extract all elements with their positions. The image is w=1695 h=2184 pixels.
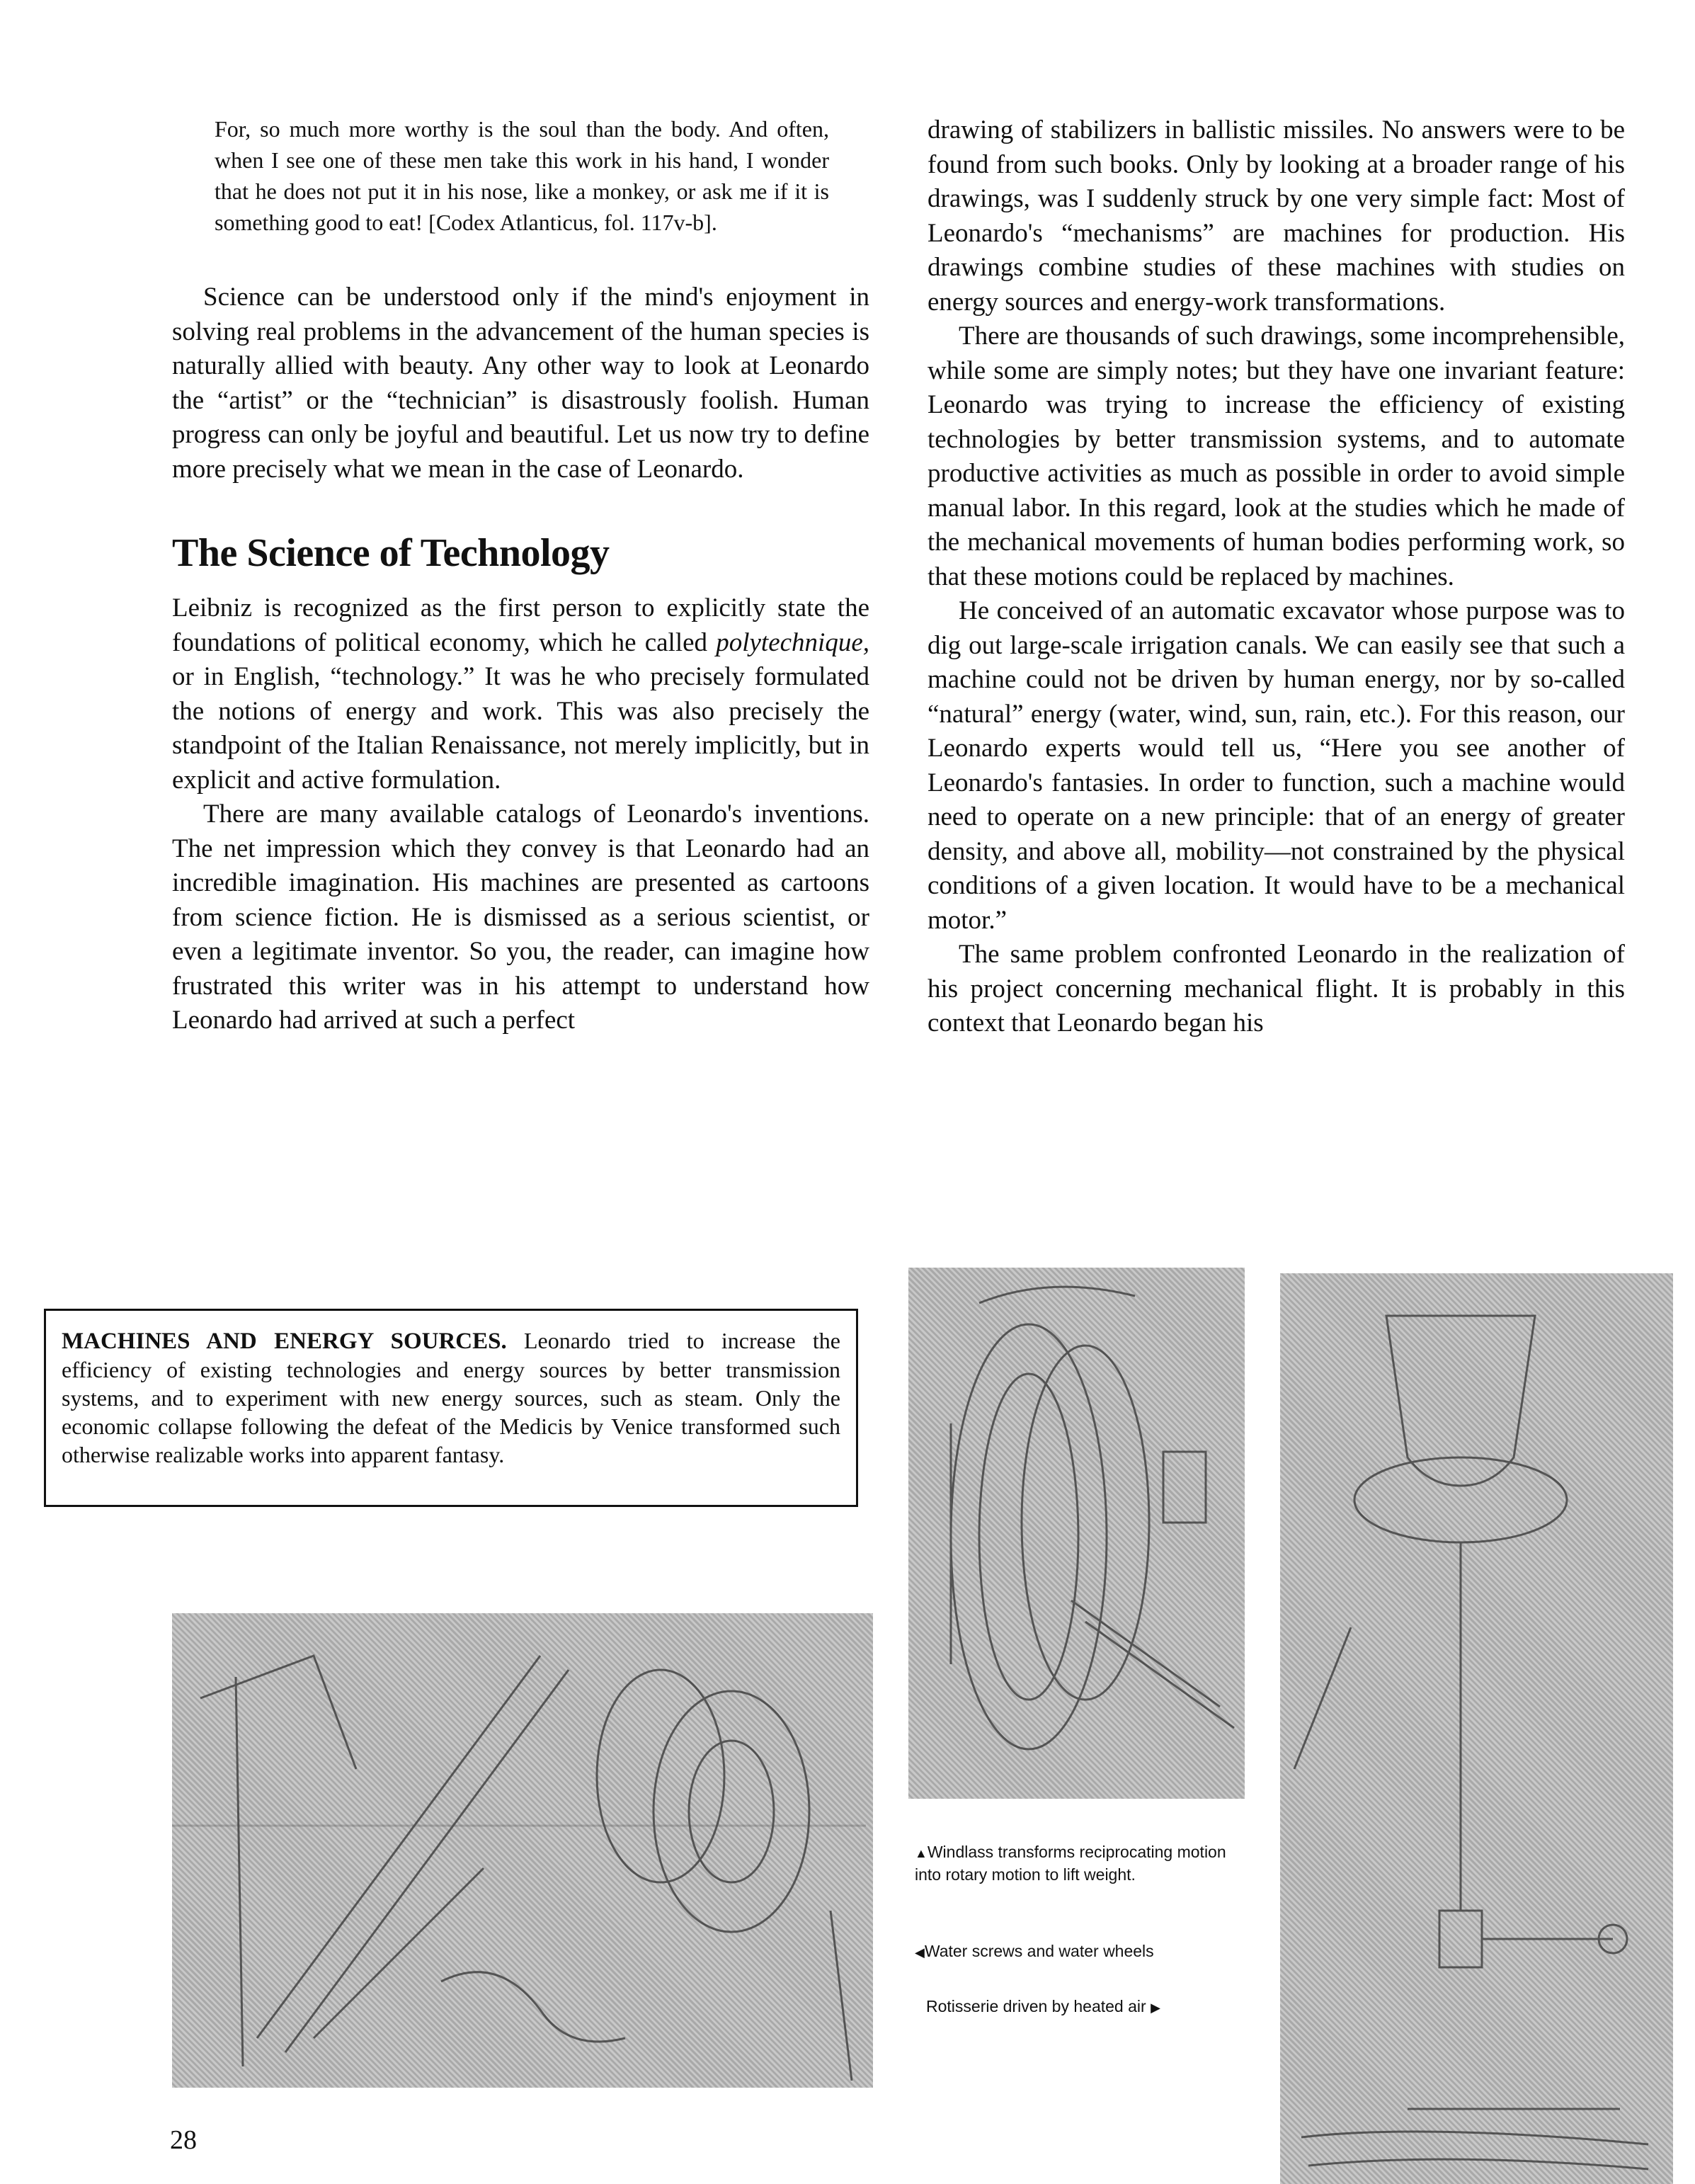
sketch-lines [1280, 1273, 1673, 2184]
quote-block: For, so much more worthy is the soul than the body. And often, when I see one of these men take this work in his hand, I wonder that he does not put it in his nose, like a monkey, or ask me if it is something good to eat! [Codex Atlanticus, fol. 117v-b]. [215, 116, 829, 235]
body-paragraph: He conceived of an automatic excavator whose purpose was to dig out large-scale irrigation canals. We can easily see that such a machine could not be driven by human energy, nor by so-called “natural” energy (water, wind, sun, rain, etc.). For this reason, our Leonardo experts would tell us, “Here you see another of Leonardo's fantasies. In order to function, such a machine would need to operate on a new principle: that of an energy of greater density, and above all, mobility—not constrained by the physical conditions of a given location. It would have to be a mechanical motor.” [928, 596, 1625, 935]
windlass-caption [915, 1841, 1248, 1885]
body-paragraph: There are many available catalogs of Leonardo's inventions. The net impression which they convey is that Leonardo had an incredible imagination. His machines are presented as cartoons from science fiction. He is dismissed as a serious scientist, or even a legitimate inventor. So you, the reader, can imagine how frustrated this writer was in his attempt to understand how Leonardo had arrived at such a perfect [172, 800, 869, 1035]
caption-text: Rotisserie driven by heated air [926, 1997, 1151, 2015]
caption-text: Windlass transforms reciprocating motion into rotary motion to lift weight. [915, 1843, 1226, 1884]
rotisserie-drawing [1280, 1273, 1673, 2184]
body-paragraph: Science can be understood only if the mind's enjoyment in solving real problems in the advancement of the human species is naturally allied with beauty. Any other way to look at Leonardo the “artist” or the “technician” is disastrously foolish. Human progress can only be joyful and beautiful. Let us now try to define more precisely what we mean in the case of Leonardo. [172, 283, 869, 484]
water-screws-drawing [172, 1613, 873, 2088]
body-paragraph: drawing of stabilizers in ballistic missiles. No answers were to be found from such books. Only by looking at a broader range of his drawings, was I suddenly struck by one very simple fact: Most of Leonardo's “mechanisms” are machines for production. His drawings combine studies of these machines with studies on energy sources and energy-work transformations. [928, 115, 1625, 317]
page-number: 28 [170, 2125, 197, 2155]
caption-text: Water screws and water wheels [924, 1942, 1154, 1960]
body-paragraph [172, 591, 869, 797]
right-triangle-icon: ▶ [1151, 2001, 1160, 2015]
body-paragraph: The same problem confronted Leonardo in the realization of his project concerning mechanical flight. It is probably in this context that Leonardo began his [928, 940, 1625, 1037]
section-heading: The Science of Technology [172, 531, 610, 575]
right-column [928, 113, 1625, 1041]
left-triangle-icon: ◀ [915, 1945, 925, 1960]
rotisserie-caption [926, 1996, 1259, 2018]
caption-lead: MACHINES AND ENERGY SOURCES. [62, 1329, 507, 1354]
body-paragraph: There are thousands of such drawings, some incomprehensible, while some are simply notes; but they have one invariant feature: Leonardo was trying to increase the efficiency of existing technologies by better transmission systems, and to automate productive activities as much as possible in order to avoid simple manual labor. In this regard, look at the studies which he made of the mechanical movements of human bodies performing work, so that these motions could be replaced by machines. [928, 322, 1625, 591]
text-run: or in English, “technology.” It was he who precisely formulated the notions of energy and work. This was also precisely the standpoint of the Italian Renaissance, not merely implicitly, but in explicit and active formulation. [172, 662, 869, 795]
sketch-lines [908, 1268, 1245, 1799]
text-run: Leibniz is recognized as the first person to explicitly state the foundations of political economy, which he called [172, 593, 869, 657]
caption-box [44, 1309, 858, 1507]
sketch-lines [172, 1613, 873, 2088]
water-caption [915, 1940, 1248, 1963]
windlass-drawing [908, 1268, 1245, 1799]
up-triangle-icon: ▲ [915, 1846, 928, 1860]
caption-text: Leonardo tried to increase the efficiency of existing technologies and energy sources by better transmission systems, and to experiment with new energy sources, such as steam. Only the economic collapse following the defeat of the Medicis by Venice transformed such otherwise realizable works into apparent fantasy. [62, 1328, 841, 1467]
italic-term: polytechnique, [716, 627, 869, 657]
left-column [172, 113, 869, 1038]
